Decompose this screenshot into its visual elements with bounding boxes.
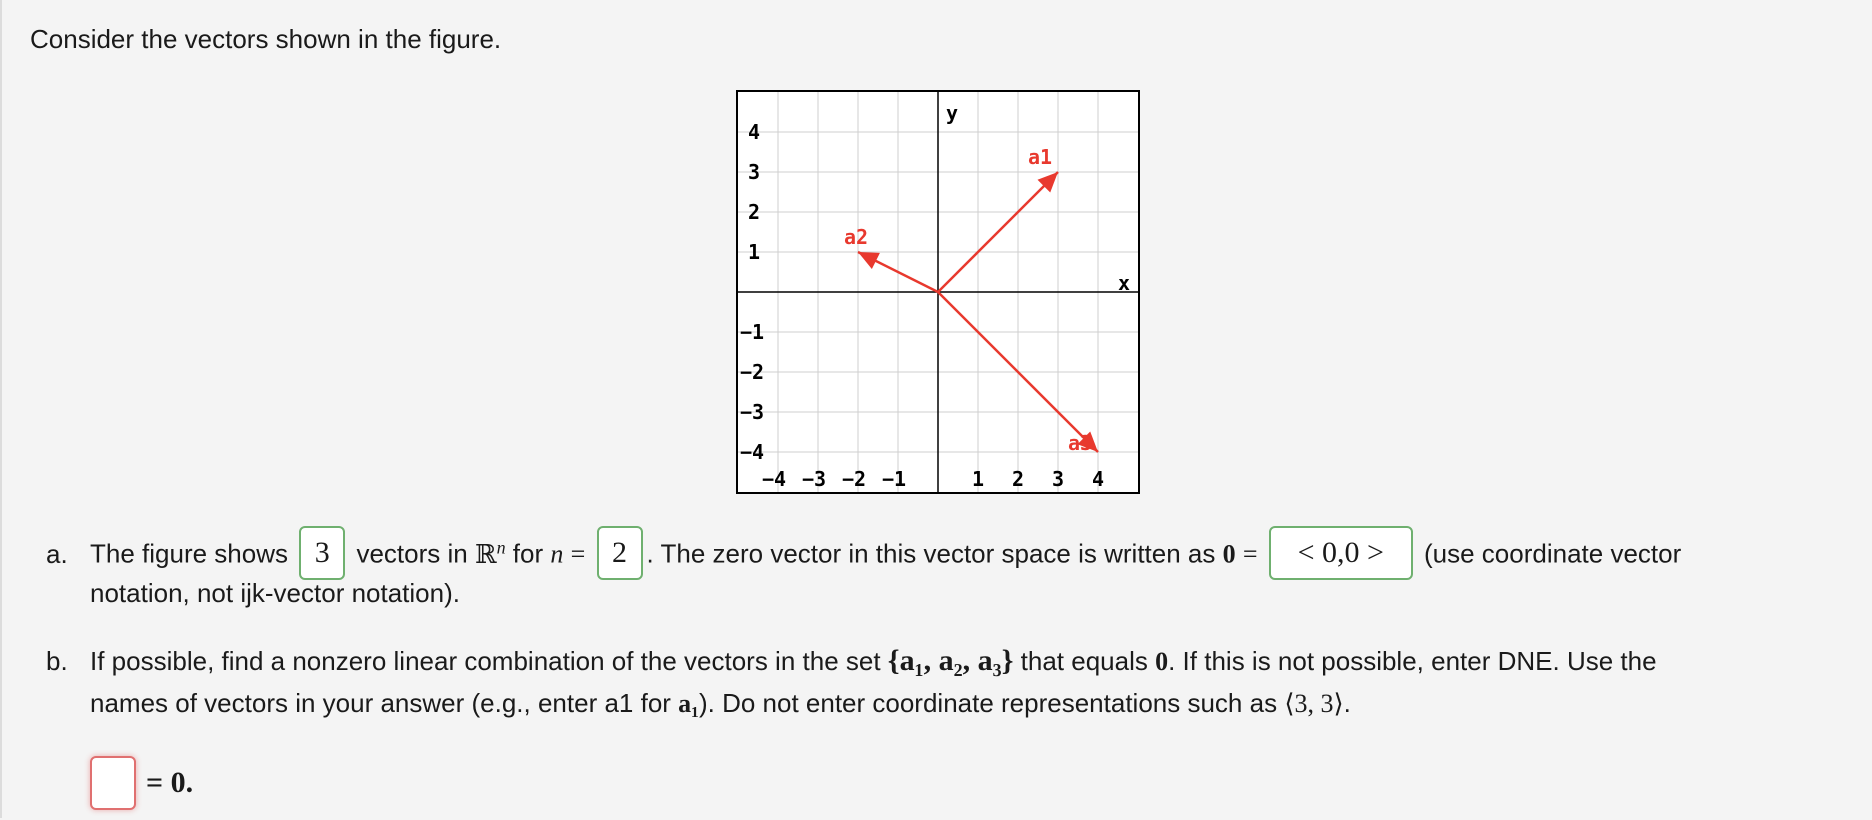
- y-tick-label: −3: [740, 400, 765, 424]
- y-tick-label: 3: [748, 160, 761, 184]
- a1-symbol: a₁: [678, 689, 699, 718]
- part-b: [46, 640, 1657, 718]
- part-a-line2: notation, not ijk-vector notation).: [90, 578, 460, 608]
- part-b-text2: that equals: [1020, 646, 1148, 676]
- part-b-text3: . If this is not possible, enter DNE. Use the: [1168, 646, 1657, 676]
- part-b-line2: names of vectors in your answer (e.g., enter a1 for a₁). Do not enter coordinate representations such as ⟨3, 3⟩.: [90, 688, 1351, 718]
- vector-count-answer[interactable]: 3: [299, 526, 345, 580]
- vector-label: a1: [1028, 145, 1053, 169]
- equals-zero: = 0.: [146, 766, 194, 799]
- x-tick-label: 3: [1052, 467, 1065, 491]
- part-a-label: a.: [46, 538, 68, 569]
- vector-figure: [736, 90, 1140, 494]
- x-tick-label: −1: [882, 467, 907, 491]
- vector-label: a2: [844, 225, 869, 249]
- equals-sign-2: =: [1242, 539, 1258, 569]
- vector-set: {a₁, a₂, a₃}: [887, 644, 1014, 677]
- part-a-text2: vectors in: [356, 538, 468, 569]
- zero-symbol: 0: [1155, 647, 1169, 676]
- n-symbol: n: [550, 539, 564, 569]
- part-b-text1: If possible, find a nonzero linear combination of the vectors in the set: [90, 646, 881, 676]
- y-tick-label: −2: [740, 360, 765, 384]
- vector-label: a3: [1068, 431, 1093, 455]
- y-axis-label: y: [946, 101, 959, 125]
- x-tick-label: 2: [1012, 467, 1025, 491]
- x-tick-label: −3: [802, 467, 827, 491]
- zero-vector-symbol: 0: [1222, 539, 1236, 569]
- linear-combination-row: [90, 756, 193, 810]
- linear-combination-input[interactable]: [90, 756, 136, 810]
- part-a-text3: for: [512, 538, 544, 569]
- coords-example: ⟨3, 3⟩: [1284, 689, 1344, 718]
- y-tick-label: 4: [748, 120, 761, 144]
- y-tick-label: 1: [748, 240, 761, 264]
- dimension-answer[interactable]: 2: [597, 526, 643, 580]
- y-tick-label: −4: [740, 440, 765, 464]
- zero-vector-answer[interactable]: < 0,0 >: [1269, 526, 1413, 580]
- x-tick-label: −4: [762, 467, 787, 491]
- x-axis-label: x: [1118, 271, 1131, 295]
- x-tick-label: 1: [972, 467, 985, 491]
- equals-sign: =: [570, 539, 586, 569]
- part-a-text1: The figure shows: [90, 538, 288, 569]
- x-tick-label: −2: [842, 467, 867, 491]
- x-tick-label: 4: [1092, 467, 1105, 491]
- part-b-label: b.: [46, 646, 68, 676]
- part-a-text4: . The zero vector in this vector space is written as: [646, 538, 1216, 569]
- y-tick-label: −1: [740, 320, 765, 344]
- question-intro: Consider the vectors shown in the figure.: [30, 24, 502, 54]
- part-a-text5: (use coordinate vector: [1424, 538, 1682, 569]
- real-space-symbol: ℝ$^n$: [474, 537, 506, 569]
- y-tick-label: 2: [748, 200, 761, 224]
- part-a: [46, 524, 1682, 608]
